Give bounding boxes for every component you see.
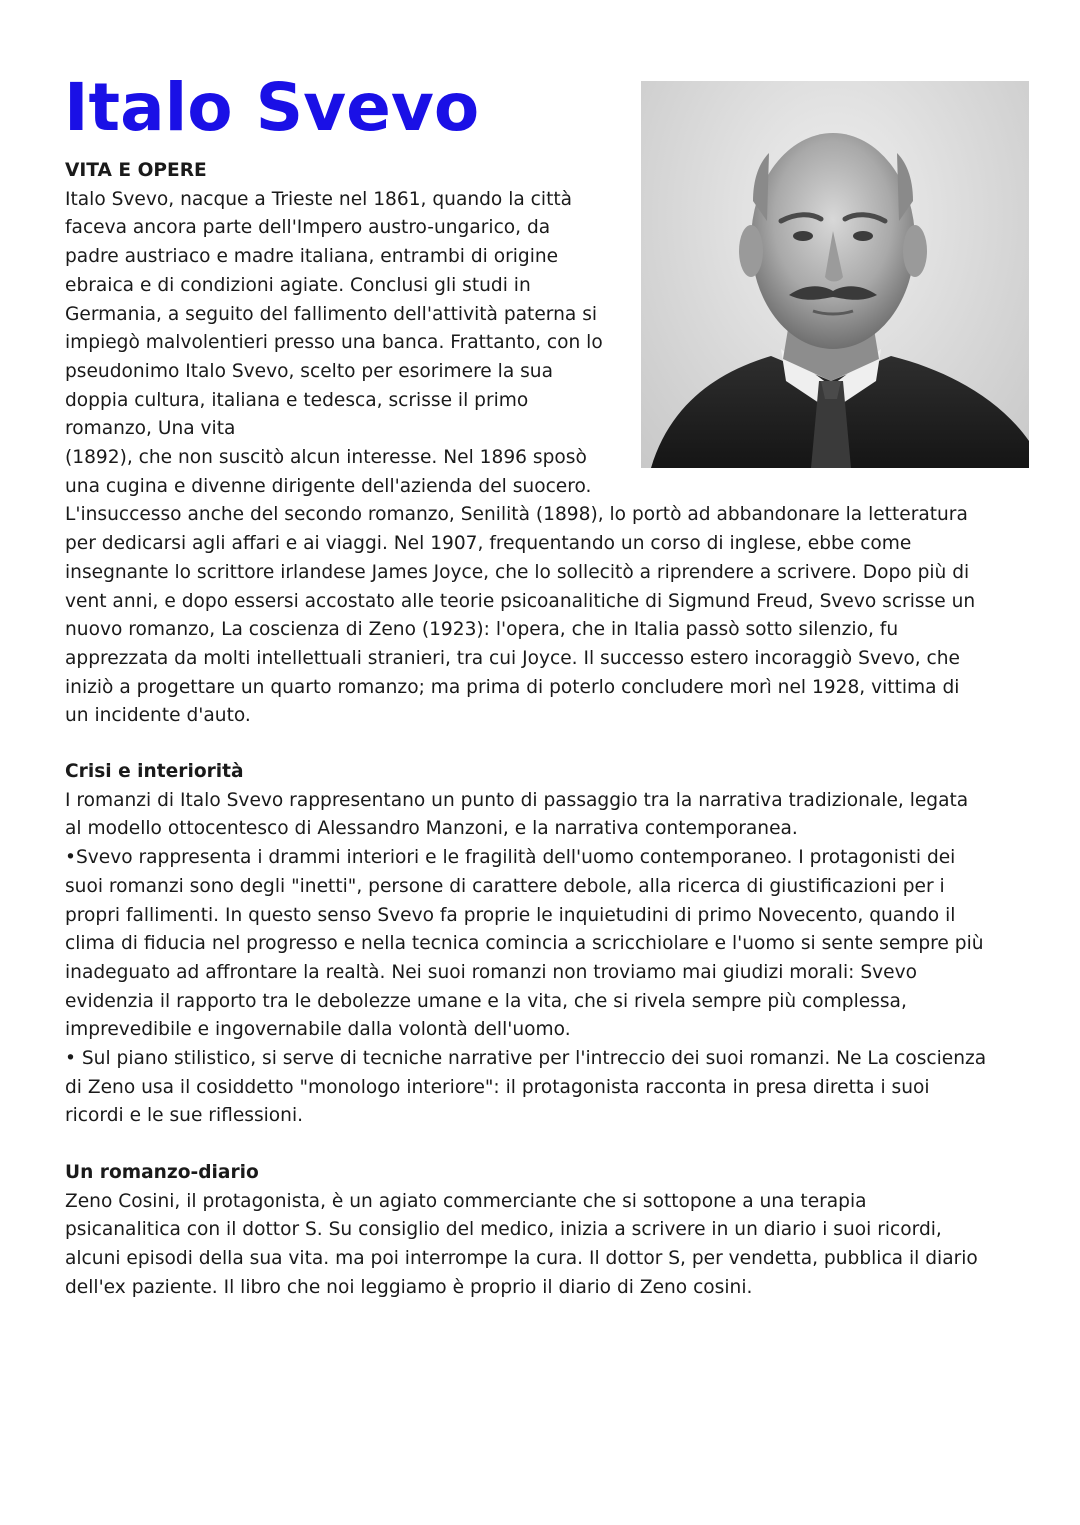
paragraph-line: per dedicarsi agli affari e ai viaggi. Nel 1907, frequentando un corso di inglese, ebbe come <box>65 533 912 555</box>
paragraph-line: ricordi e le sue riflessioni. <box>65 1105 304 1127</box>
paragraph-line: impiegò malvolentieri presso una banca. Frattanto, con lo <box>65 332 603 354</box>
paragraph-line: insegnante lo scrittore irlandese James Joyce, che lo sollecitò a riprendere a scrivere. Dopo più di <box>65 561 970 583</box>
paragraph-line: propri fallimenti. In questo senso Svevo fa proprie le inquietudini di primo Novecento, quando il <box>65 904 956 926</box>
paragraph-line: ebraica e di condizioni agiate. Conclusi gli studi in <box>65 274 531 296</box>
paragraph-line: doppia cultura, italiana e tedesca, scrisse il primo <box>65 389 529 411</box>
paragraph-line: Germania, a seguito del fallimento dell'attività paterna si <box>65 303 598 325</box>
paragraph-line: •Svevo rappresenta i drammi interiori e le fragilità dell'uomo contemporaneo. I protagonisti dei <box>65 847 956 869</box>
paragraph-line: psicanalitica con il dottor S. Su consiglio del medico, inizia a scrivere in un diario i suoi ricordi, <box>65 1219 942 1241</box>
paragraph-line: alcuni episodi della sua vita. ma poi interrompe la cura. Il dottor S, per vendetta, pubblica il diario <box>65 1248 978 1270</box>
paragraph-line: padre austriaco e madre italiana, entrambi di origine <box>65 246 559 268</box>
paragraph-line: inadeguato ad affrontare la realtà. Nei suoi romanzi non troviamo mai giudizi morali: Svevo <box>65 961 917 983</box>
section-heading: Un romanzo-diario <box>65 1162 259 1183</box>
paragraph-line: • Sul piano stilistico, si serve di tecniche narrative per l'intreccio dei suoi romanzi. Ne La coscienza <box>65 1048 987 1070</box>
paragraph-line: Zeno Cosini, il protagonista, è un agiato commerciante che si sottopone a una terapia <box>65 1190 867 1212</box>
paragraph-line: una cugina e divenne dirigente dell'azienda del suocero. <box>65 475 592 497</box>
paragraph-line: vent anni, e dopo essersi accostato alle teorie psicoanalitiche di Sigmund Freud, Svevo scrisse un <box>65 590 976 612</box>
section-heading: Crisi e interiorità <box>65 761 244 782</box>
paragraph-line: al modello ottocentesco di Alessandro Manzoni, e la narrativa contemporanea. <box>65 818 798 840</box>
paragraph-line: I romanzi di Italo Svevo rappresentano un punto di passaggio tra la narrativa tradizionale, legata <box>65 789 969 811</box>
paragraph-line: apprezzata da molti intellettuali stranieri, tra cui Joyce. Il successo estero incoraggiò Svevo, che <box>65 647 960 669</box>
paragraph-line: iniziò a progettare un quarto romanzo; ma prima di poterlo concludere morì nel 1928, vittima di <box>65 676 960 698</box>
paragraph-line: faceva ancora parte dell'Impero austro-ungarico, da <box>65 217 551 239</box>
section-un-romanzo-diario <box>65 1159 1025 1303</box>
paragraph-line: imprevedibile e ingovernabile dalla volontà dell'uomo. <box>65 1019 571 1041</box>
paragraph-line: (1892), che non suscitò alcun interesse. Nel 1896 sposò <box>65 447 587 469</box>
paragraph-line: di Zeno usa il cosiddetto "monologo interiore": il protagonista racconta in presa diretta i suoi <box>65 1076 930 1098</box>
section-crisi-e-interiorita <box>65 758 1025 1131</box>
paragraph-line: romanzo, Una vita <box>65 418 236 440</box>
paragraph-line: pseudonimo Italo Svevo, scelto per esorimere la sua <box>65 360 553 382</box>
paragraph-line: clima di fiducia nel progresso e nella tecnica comincia a scricchiolare e l'uomo si sente sempre più <box>65 933 984 955</box>
paragraph-line: evidenzia il rapporto tra le debolezze umane e la vita, che si rivela sempre più complessa, <box>65 990 907 1012</box>
section-heading: VITA E OPERE <box>65 160 207 181</box>
paragraph-line: nuovo romanzo, La coscienza di Zeno (1923): l'opera, che in Italia passò sotto silenzio, fu <box>65 619 899 641</box>
paragraph-line: Italo Svevo, nacque a Trieste nel 1861, quando la città <box>65 188 573 210</box>
paragraph-line: suoi romanzi sono degli "inetti", persone di carattere debole, alla ricerca di giustificazioni per i <box>65 875 945 897</box>
section-vita-e-opere <box>65 157 1025 731</box>
paragraph-line: dell'ex paziente. Il libro che noi leggiamo è proprio il diario di Zeno cosini. <box>65 1276 753 1298</box>
paragraph-line: un incidente d'auto. <box>65 705 251 727</box>
page-title: Italo Svevo <box>64 69 480 146</box>
paragraph-line: L'insuccesso anche del secondo romanzo, Senilità (1898), lo portò ad abbandonare la letteratura <box>65 504 968 526</box>
